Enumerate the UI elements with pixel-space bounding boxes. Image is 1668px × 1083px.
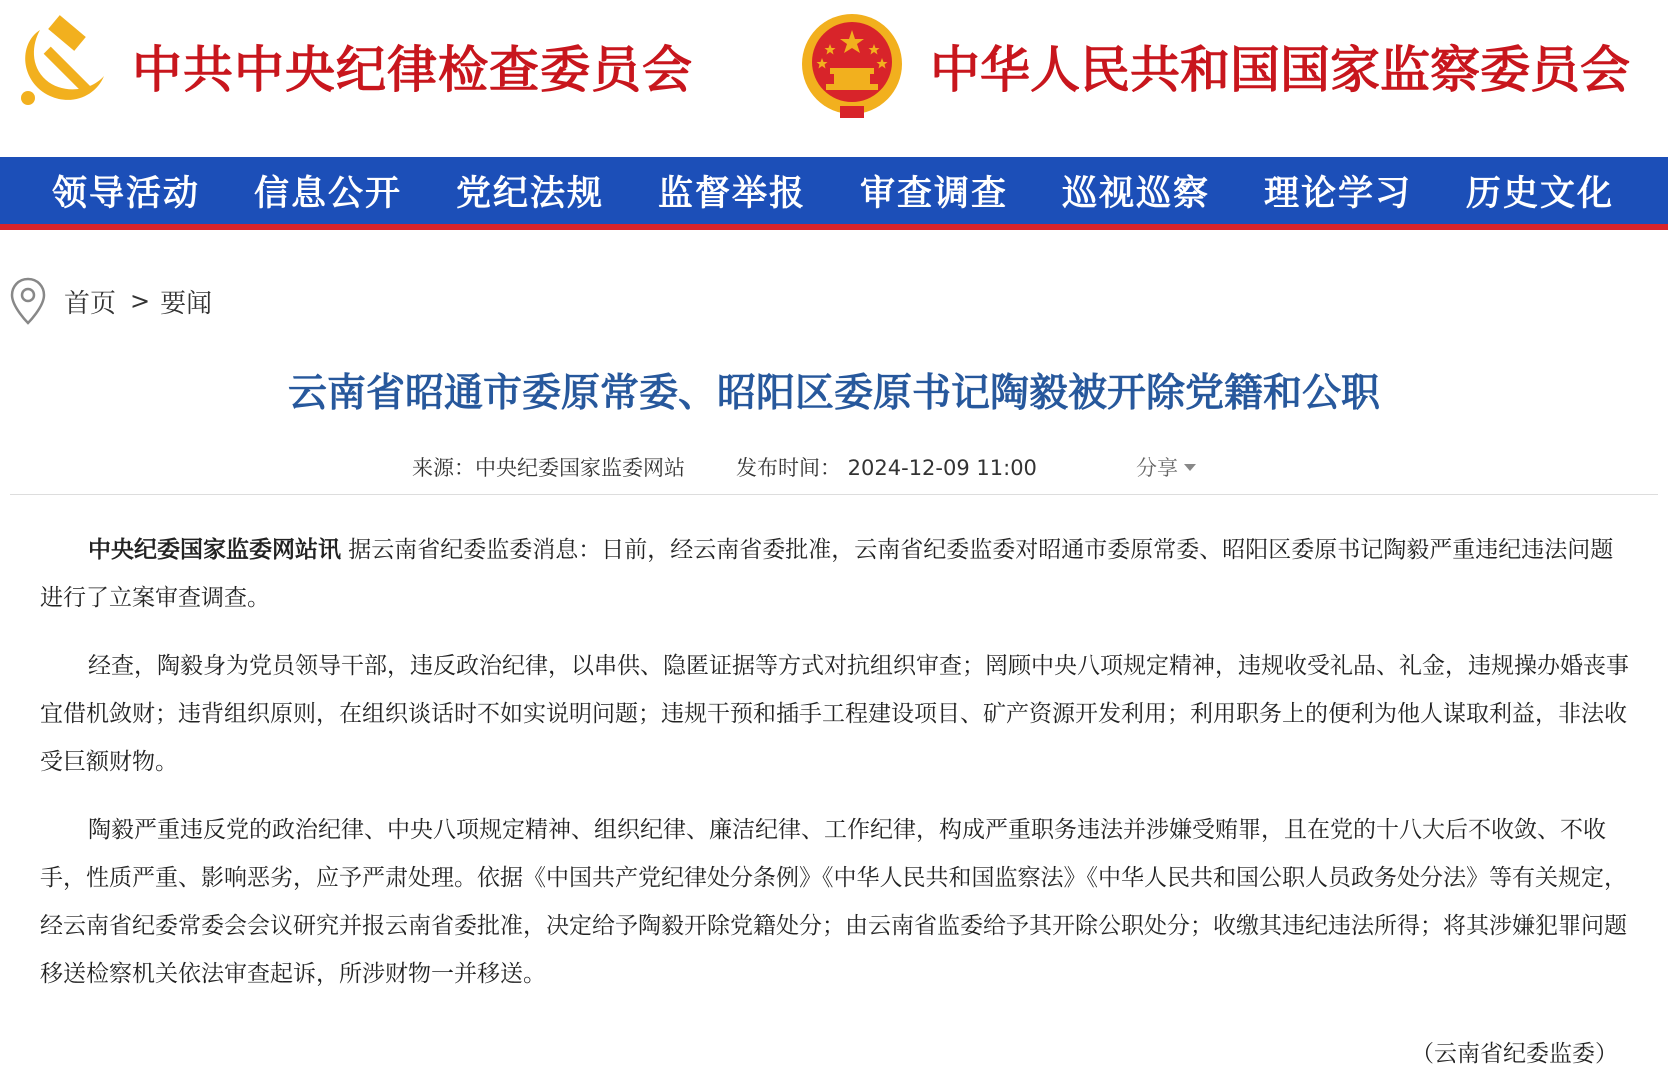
breadcrumb-current-link[interactable]: 要闻 [160, 288, 213, 319]
breadcrumb-home-link[interactable]: 首页 [64, 288, 117, 319]
article-paragraph-1 [40, 526, 1630, 622]
main-nav [0, 157, 1668, 224]
article-paragraph-3: 陶毅严重违反党的政治纪律、中央八项规定精神、组织纪律、廉洁纪律、工作纪律，构成严重职务违法并涉嫌受贿罪，且在党的十八大后不收敛、不收手，性质严重、影响恶劣，应予严肃处理。依据《中国共产党纪律处分条例》《中华人民共和国监察法》《中华人民共和国公职人员政务处分法》等有关规定，经云南省纪委常委会会议研究并报云南省委批准，决定给予陶毅开除党籍处分；由云南省监委给予其开除公职处分；收缴其违纪违法所得；将其涉嫌犯罪问题移送检察机关依法审查起诉，所涉财物一并移送。 [40, 817, 1627, 987]
nav-item-investigation[interactable]: 审查调查 [860, 172, 1009, 214]
article-source: 来源：中央纪委国家监委网站 [412, 456, 685, 480]
article-signoff: （云南省纪委监委） [1411, 1041, 1618, 1067]
cpc-ccdi-title: 中共中央纪律检查委员会 [132, 40, 693, 99]
nav-item-info-disclosure[interactable]: 信息公开 [254, 172, 403, 214]
nav-item-leadership[interactable]: 领导活动 [52, 172, 201, 214]
nsc-title: 中华人民共和国国家监察委员会 [930, 40, 1630, 99]
site-header [0, 0, 1668, 156]
nav-item-supervision-report[interactable]: 监督举报 [658, 172, 807, 214]
nav-item-theory-study[interactable]: 理论学习 [1264, 172, 1413, 214]
nav-item-inspection[interactable]: 巡视巡察 [1062, 172, 1211, 214]
share-button[interactable] [1136, 452, 1196, 482]
breadcrumb [10, 276, 212, 326]
article-title: 云南省昭通市委原常委、昭阳区委原书记陶毅被开除党籍和公职 [287, 371, 1380, 416]
nav-red-stripe [0, 224, 1668, 230]
party-emblem-icon[interactable] [10, 12, 110, 112]
breadcrumb-separator: > [130, 287, 151, 315]
article-publish-time: 发布时间： 2024-12-09 11:00 [736, 456, 1037, 480]
header-divider [10, 494, 1658, 495]
article-body [40, 526, 1630, 1018]
nav-item-regulations[interactable]: 党纪法规 [456, 172, 605, 214]
location-pin-icon [10, 277, 46, 325]
national-emblem-icon[interactable] [800, 10, 904, 122]
nav-item-history-culture[interactable]: 历史文化 [1466, 172, 1615, 214]
chevron-down-icon [1184, 464, 1196, 471]
paragraph-1-text: 据云南省纪委监委消息：日前，经云南省委批准，云南省纪委监委对昭通市委原常委、昭阳区委原书记陶毅严重违纪违法问题进行了立案审查调查。 [40, 537, 1614, 611]
article-paragraph-2: 经查，陶毅身为党员领导干部，违反政治纪律，以串供、隐匿证据等方式对抗组织审查；罔顾中央八项规定精神，违规收受礼品、礼金，违规操办婚丧事宜借机敛财；违背组织原则，在组织谈话时不如实说明问题；违规干预和插手工程建设项目、矿产资源开发利用；利用职务上的便利为他人谋取利益，非法收受巨额财物。 [40, 653, 1629, 775]
lead-source-bold: 中央纪委国家监委网站讯 [88, 537, 341, 563]
share-label: 分享 [1136, 456, 1178, 480]
